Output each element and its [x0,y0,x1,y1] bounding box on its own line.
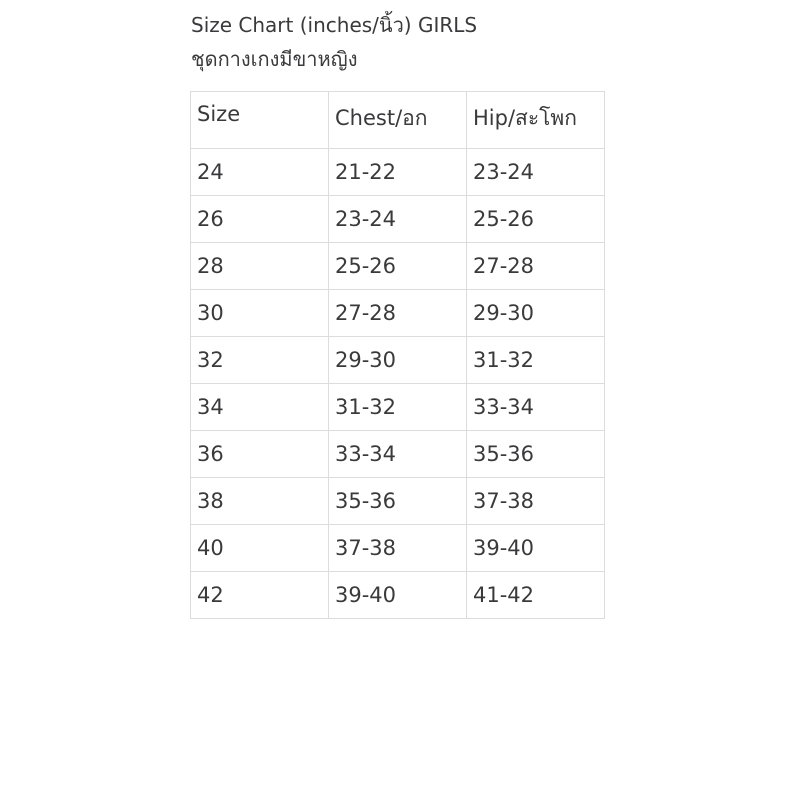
cell-chest: 31-32 [329,384,467,431]
table-row [191,149,605,196]
table-header [191,92,605,149]
size-chart-table [190,91,605,619]
cell-size: 36 [191,431,329,478]
size-chart-subtitle: ชุดกางเกงมีขาหญิง [191,47,358,71]
cell-size: 30 [191,290,329,337]
cell-hip: 29-30 [467,290,605,337]
cell-size: 34 [191,384,329,431]
header-size: Size [191,92,329,149]
cell-hip: 25-26 [467,196,605,243]
table-row [191,525,605,572]
cell-chest: 29-30 [329,337,467,384]
cell-size: 42 [191,572,329,619]
cell-hip: 23-24 [467,149,605,196]
cell-hip: 27-28 [467,243,605,290]
cell-hip: 39-40 [467,525,605,572]
cell-chest: 33-34 [329,431,467,478]
table-row [191,337,605,384]
cell-hip: 37-38 [467,478,605,525]
table-row [191,196,605,243]
cell-hip: 33-34 [467,384,605,431]
cell-hip: 35-36 [467,431,605,478]
cell-size: 32 [191,337,329,384]
table-header-row [191,92,605,149]
cell-size: 26 [191,196,329,243]
header-chest: Chest/อก [329,92,467,149]
cell-chest: 39-40 [329,572,467,619]
table-row [191,290,605,337]
header-hip: Hip/สะโพก [467,92,605,149]
size-chart-title: Size Chart (inches/นิ้ว) GIRLS [191,13,478,37]
cell-hip: 31-32 [467,337,605,384]
table-row [191,572,605,619]
cell-size: 38 [191,478,329,525]
table-row [191,384,605,431]
table-row [191,431,605,478]
cell-size: 40 [191,525,329,572]
title-block [191,8,477,76]
cell-chest: 23-24 [329,196,467,243]
cell-chest: 25-26 [329,243,467,290]
cell-size: 28 [191,243,329,290]
cell-chest: 21-22 [329,149,467,196]
table-row [191,243,605,290]
cell-size: 24 [191,149,329,196]
cell-chest: 37-38 [329,525,467,572]
cell-chest: 27-28 [329,290,467,337]
cell-chest: 35-36 [329,478,467,525]
table-row [191,478,605,525]
table-body [191,149,605,619]
cell-hip: 41-42 [467,572,605,619]
